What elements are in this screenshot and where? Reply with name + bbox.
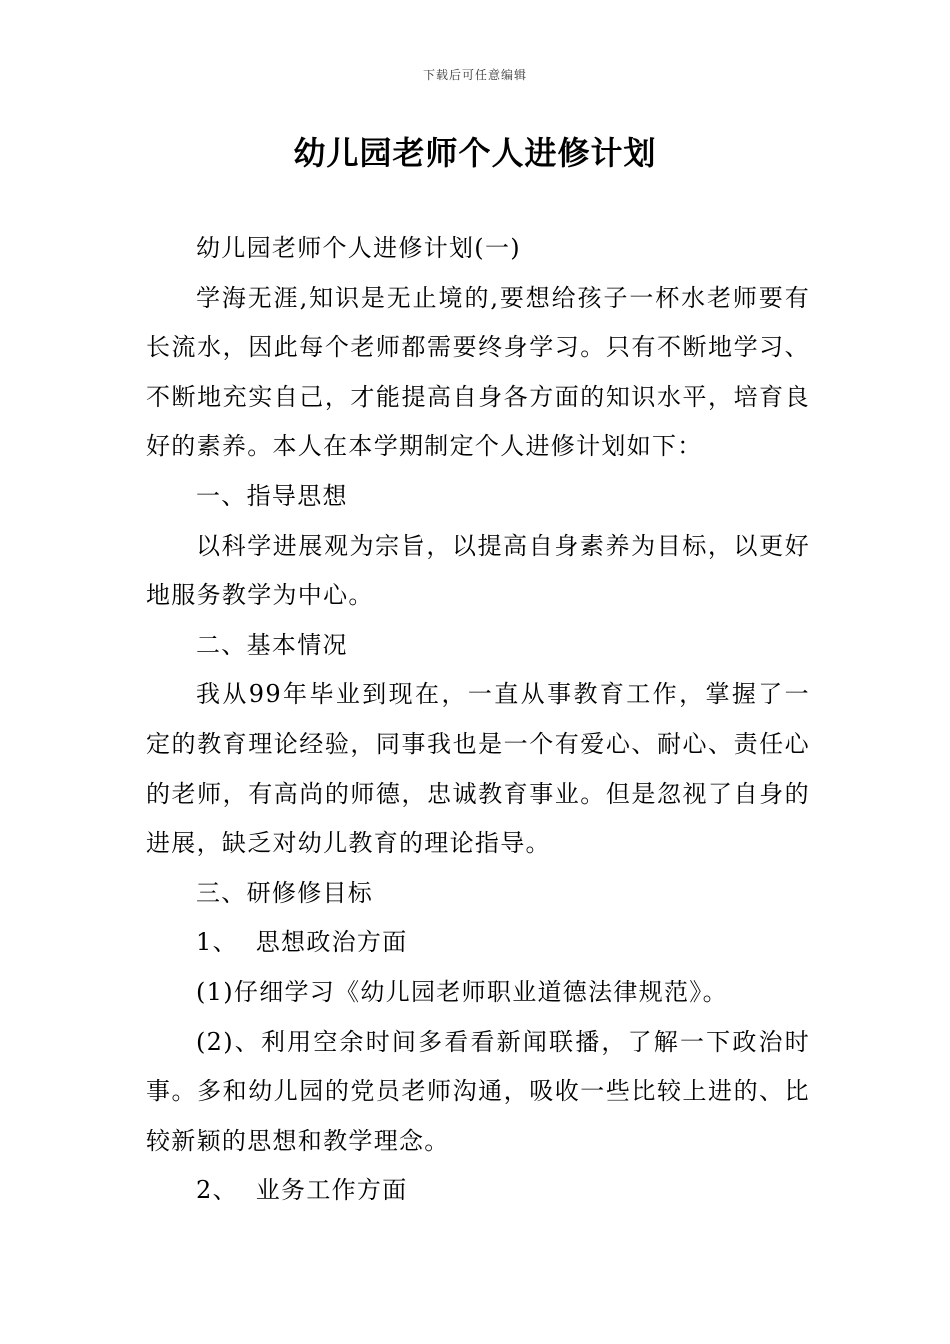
intro-paragraph: 学海无涯,知识是无止境的,要想给孩子一杯水老师要有长流水，因此每个老师都需要终身学习。只有不断地学习、不断地充实自己，才能提高自身各方面的知识水平，培育良好的素养。本人在本学期制定个人进修计划如下： [146,283,810,461]
heading-basic-situation: 二、基本情况 [196,630,348,659]
basic-situation-paragraph: 我从99年毕业到现在，一直从事教育工作，掌握了一定的教育理论经验，同事我也是一个有爱心、耐心、责任心的老师，有高尚的师德，忠诚教育事业。但是忽视了自身的进展，缺乏对幼儿教育的理论指导。 [146,680,810,858]
document-body [146,224,810,1216]
subheading-political: 1、 思想政治方面 [196,928,408,957]
section-subtitle: 幼儿园老师个人进修计划(一) [196,234,521,262]
political-item-1: (1)仔细学习《幼儿园老师职业道德法律规范》。 [196,977,728,1006]
header-note: 下载后可任意编辑 [422,68,527,82]
document-title: 幼儿园老师个人进修计划 [293,134,657,172]
heading-goals: 三、研修修目标 [196,878,374,907]
subheading-work: 2、 业务工作方面 [196,1176,408,1205]
heading-guiding-thought: 一、指导思想 [196,481,348,510]
political-item-2: (2)、利用空余时间多看看新闻联播，了解一下政治时事。多和幼儿园的党员老师沟通，吸收一些比较上进的、比较新颖的思想和教学理念。 [146,1027,810,1155]
guiding-thought-paragraph: 以科学进展观为宗旨，以提高自身素养为目标，以更好地服务教学为中心。 [146,531,810,610]
